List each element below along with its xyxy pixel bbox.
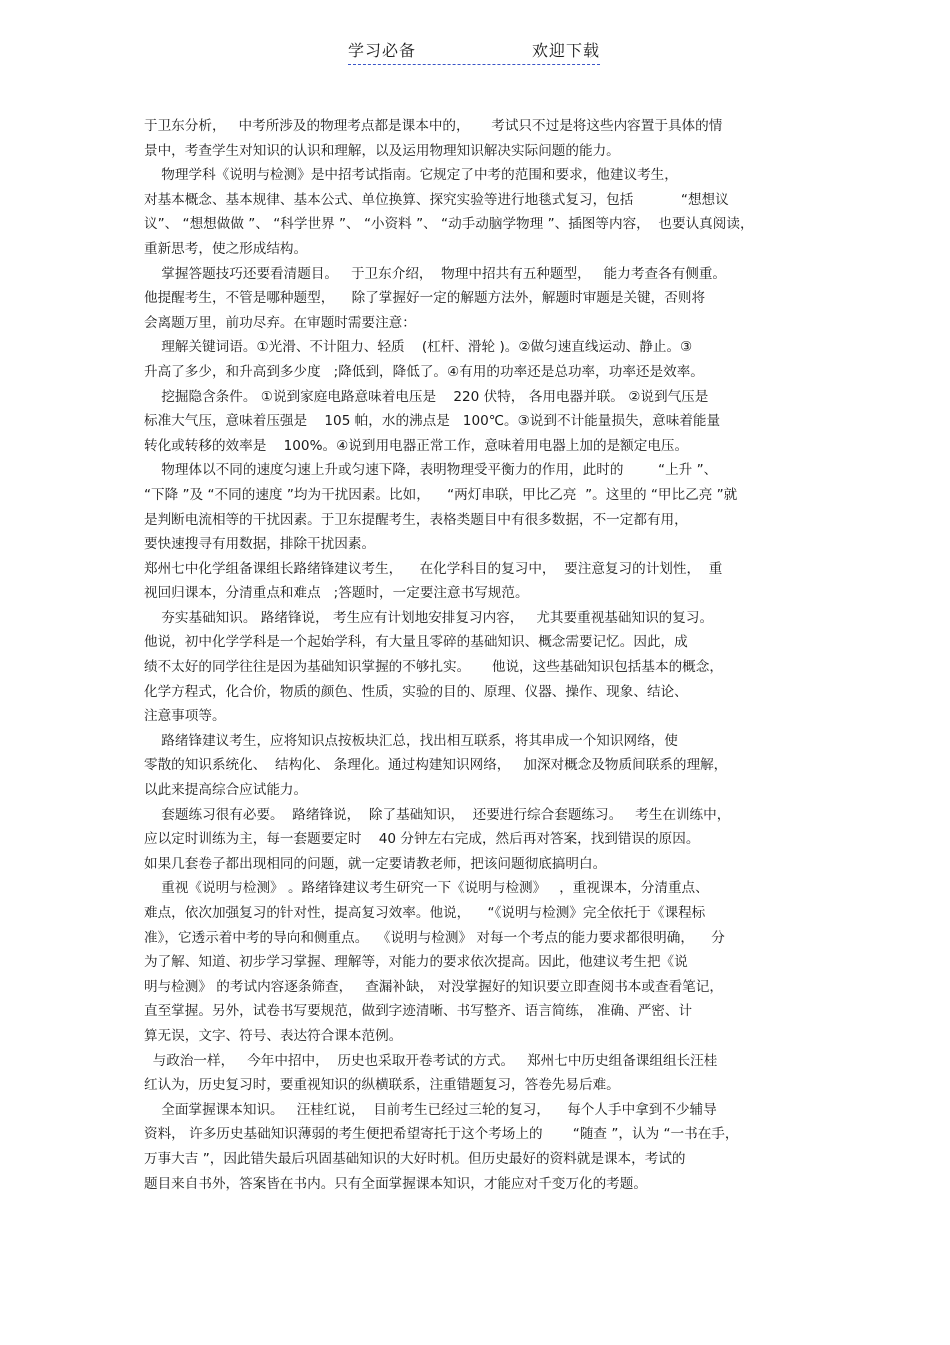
- text-line: 转化或转移的效率是 100%。④说到用电器正常工作，意味着用电器上加的是额定电压。: [144, 437, 689, 454]
- header-divider: [348, 64, 600, 65]
- article-body: [144, 114, 812, 1196]
- text-line: 议”、 “想想做做 ”、 “科学世界 ”、 “小资料 ”、 “动手动脑学物理 ”、插图等内容， 也要认真阅读，: [144, 216, 754, 233]
- text-line: 物理学科《说明与检测》是中招考试指南。它规定了中考的范围和要求，他建议考生，: [144, 167, 678, 184]
- text-line: 绩不太好的同学往往是因为基础知识掌握的不够扎实。 他说，这些基础知识包括基本的概念，: [144, 659, 723, 676]
- text-line: 准》，它透示着中考的导向和侧重点。 《说明与检测》 对每一个考点的能力要求都很明确， 分: [144, 929, 725, 946]
- text-line: 郑州七中化学组备课组长路绪锋建议考生， 在化学科目的复习中， 要注意复习的计划性， 重: [144, 560, 723, 577]
- text-line: 如果几套卷子都出现相同的问题，就一定要请教老师，把该问题彻底搞明白。: [144, 855, 607, 872]
- text-line: 路绪锋建议考生，应将知识点按板块汇总，找出相互联系，将其串成一个知识网络，使: [144, 732, 678, 749]
- text-line: 全面掌握课本知识。 汪桂红说， 目前考生已经过三轮的复习， 每个人手中拿到不少辅导: [144, 1101, 717, 1118]
- text-line: 于卫东分析， 中考所涉及的物理考点都是课本中的， 考试只不过是将这些内容置于具体的情: [144, 118, 723, 134]
- text-line: 为了解、知道、初步学习掌握、理解等，对能力的要求依次提高。因此，他建议考生把《说: [144, 954, 688, 971]
- text-line: 理解关键词语。①光滑、不计阻力、轻质 (杠杆、滑轮 )。②做匀速直线运动、静止。③: [144, 339, 693, 356]
- text-line: 对基本概念、基本规律、基本公式、单位换算、探究实验等进行地毯式复习，包括 “想想议: [144, 191, 729, 208]
- text-line: 零散的知识系统化、 结构化、 条理化。通过构建知识网络， 加深对概念及物质间联系的理解，: [144, 757, 728, 774]
- text-line: 万事大吉 ”，因此错失最后巩固基础知识的大好时机。但历史最好的资料就是课本，考试的: [144, 1150, 686, 1167]
- text-line: 物理体以不同的速度匀速上升或匀速下降，表明物理受平衡力的作用，此时的 “上升 ”、: [144, 462, 718, 479]
- text-line: 直至掌握。另外，试卷书写要规范，做到字迹清晰、书写整齐、语言简练， 准确、严密、计: [144, 1003, 693, 1020]
- text-line: 算无误，文字、符号、表达符合课本范例。: [144, 1027, 403, 1044]
- text-line: 化学方程式，化合价，物质的颜色、性质，实验的目的、原理、仪器、操作、现象、结论、: [144, 683, 688, 700]
- text-line: 挖掘隐含条件。 ①说到家庭电路意味着电压是 220 伏特， 各用电器并联。 ②说到气压是: [144, 388, 709, 405]
- text-line: 要快速搜寻有用数据，排除干扰因素。: [144, 536, 376, 553]
- text-line: 是判断电流相等的干扰因素。于卫东提醒考生，表格类题目中有很多数据，不一定都有用，: [144, 511, 688, 528]
- header-right-text: 欢迎下载: [531, 41, 600, 60]
- text-line: 景中，考查学生对知识的认识和理解，以及运用物理知识解决实际问题的能力。: [144, 142, 620, 159]
- text-line: 会离题万里，前功尽弃。在审题时需要注意：: [144, 314, 416, 331]
- text-line: 套题练习很有必要。 路绪锋说， 除了基础知识， 还要进行综合套题练习。 考生在训练中，: [144, 806, 731, 823]
- text-line: 题目来自书外，答案皆在书内。只有全面掌握课本知识，才能应对千变万化的考题。: [144, 1175, 647, 1192]
- text-line: 注意事项等。: [144, 708, 226, 725]
- text-line: 难点，依次加强复习的针对性，提高复习效率。他说， “《说明与检测》完全依托于《课程标: [144, 905, 706, 921]
- text-line: 重视《说明与检测》 。路绪锋建议考生研究一下《说明与检测》 ，重视课本，分清重点、: [144, 880, 709, 897]
- text-line: 升高了多少，和升高到多少度 ;降低到，降低了。④有用的功率还是总功率，功率还是效率。: [144, 363, 704, 380]
- text-line: 夯实基础知识。 路绪锋说， 考生应有计划地安排复习内容， 尤其要重视基础知识的复习。: [144, 609, 714, 626]
- page-header: [348, 40, 600, 62]
- text-line: 重新思考，使之形成结构。: [144, 240, 308, 257]
- text-line: “下降 ”及 “不同的速度 ”均为干扰因素。比如， “两灯串联，甲比乙亮 ”。这里的 “甲比乙亮 ”就: [144, 486, 738, 503]
- text-line: 视回归课本，分清重点和难点 ;答题时，一定要注意书写规范。: [144, 585, 529, 602]
- text-line: 资料， 许多历史基础知识薄弱的考生便把希望寄托于这个考场上的 “随查 ”，认为 “一书在手，: [144, 1126, 739, 1143]
- text-line: 红认为，历史复习时，要重视知识的纵横联系，注重错题复习，答卷先易后难。: [144, 1077, 620, 1094]
- text-line: 他提醒考生，不管是哪种题型， 除了掌握好一定的解题方法外，解题时审题是关键，否则将: [144, 290, 706, 307]
- text-line: 掌握答题技巧还要看清题目。 于卫东介绍， 物理中招共有五种题型， 能力考查各有侧重。: [144, 265, 727, 282]
- text-line: 明与检测》 的考试内容逐条筛查， 查漏补缺， 对没掌握好的知识要立即查阅书本或查看笔记，: [144, 978, 723, 995]
- text-line: 他说，初中化学学科是一个起始学科，有大量且零碎的基础知识、概念需要记忆。因此，成: [144, 634, 688, 651]
- text-line: 以此来提高综合应试能力。: [144, 782, 308, 799]
- text-line: 应以定时训练为主，每一套题要定时 40 分钟左右完成，然后再对答案，找到错误的原因。: [144, 831, 700, 848]
- text-line: 与政治一样， 今年中招中， 历史也采取开卷考试的方式。 郑州七中历史组备课组组长汪桂: [144, 1052, 718, 1069]
- text-line: 标准大气压，意味着压强是 105 帕，水的沸点是 100℃。③说到不计能量损失，意味着能量: [144, 413, 721, 430]
- header-left-text: 学习必备: [348, 41, 417, 60]
